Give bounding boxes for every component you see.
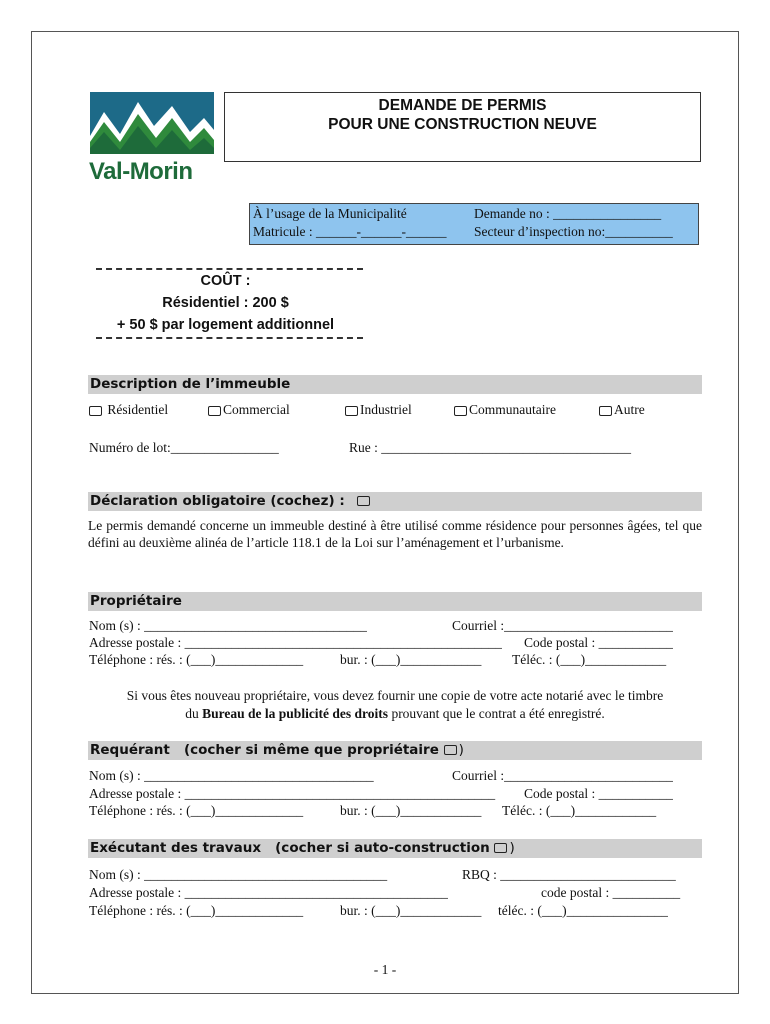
owner-telec-field[interactable]: Téléc. : (___)____________ [512,652,667,667]
option-communautaire[interactable]: Communautaire [454,402,556,418]
owner-code-postal-field[interactable]: Code postal : ___________ [524,635,673,650]
cost-top-border [96,268,363,270]
executant-telephone-field[interactable]: Téléphone : rés. : (___)_____________ [89,903,304,918]
option-autre[interactable]: Autre [599,402,645,418]
checkbox-icon[interactable] [89,406,102,416]
title-line-2: POUR UNE CONSTRUCTION NEUVE [328,116,597,133]
section-declaration [88,492,702,511]
secteur-field[interactable]: Secteur d’inspection no:__________ [474,224,673,239]
checkbox-icon[interactable] [208,406,221,416]
bureau-publicite-bold: Bureau de la publicité des droits [202,706,389,721]
option-industriel[interactable]: Industriel [345,402,412,418]
title-line-1: DEMANDE DE PERMIS [378,97,547,114]
cost-residential: Résidentiel : 200 $ [162,295,289,311]
declaration-heading: Déclaration obligatoire (cochez) : [90,493,345,509]
section-requerant: Requérant (cocher si même que propriétaire ) [88,741,702,760]
executant-adresse-field[interactable]: Adresse postale : _______________________________________ [89,885,448,900]
executant-bur-field[interactable]: bur. : (___)____________ [340,903,482,918]
owner-courriel-field[interactable]: Courriel :_________________________ [452,618,673,633]
option-residentiel[interactable]: Résidentiel [89,402,168,418]
executant-code-postal-field[interactable]: code postal : __________ [541,885,681,900]
demande-no-field[interactable]: Demande no : ________________ [474,206,662,221]
owner-bur-field[interactable]: bur. : (___)____________ [340,652,482,667]
owner-nom-field[interactable]: Nom (s) : _________________________________ [89,618,367,633]
title-box [224,92,701,162]
lot-field[interactable]: Numéro de lot:________________ [89,440,279,455]
municipality-box [249,203,699,245]
section-executant: Exécutant des travaux (cocher si auto-construction ) [88,839,702,858]
cost-label: COÛT : [200,273,251,289]
checkbox-icon[interactable] [345,406,358,416]
requerant-adresse-field[interactable]: Adresse postale : ______________________________________________ [89,786,496,801]
option-commercial[interactable]: Commercial [208,402,290,418]
checkbox-icon[interactable] [454,406,467,416]
requerant-heading-note: (cocher si même que propriétaire [183,742,439,758]
section-owner [88,592,702,611]
cost-bottom-border [96,337,363,339]
cost-block [88,264,363,342]
section-description [88,375,702,394]
requerant-telephone-field[interactable]: Téléphone : rés. : (___)_____________ [89,803,304,818]
requerant-checkbox[interactable] [444,745,457,755]
executant-rbq-field[interactable]: RBQ : __________________________ [462,867,676,882]
executant-checkbox[interactable] [494,843,507,853]
executant-nom-field[interactable]: Nom (s) : ____________________________________ [89,867,388,882]
executant-heading: Exécutant des travaux [90,840,262,856]
owner-notice-line-2: du Bureau de la publicité des droits prouvant que le contrat a été enregistré. [185,706,605,721]
page-number: - 1 - [373,962,397,977]
executant-heading-note: (cocher si auto-construction [275,840,490,856]
owner-adresse-field[interactable]: Adresse postale : _______________________________________________ [89,635,502,650]
executant-telec-field[interactable]: téléc. : (___)_______________ [498,903,668,918]
cost-additional: + 50 $ par logement additionnel [116,317,335,333]
owner-telephone-field[interactable]: Téléphone : rés. : (___)_____________ [89,652,304,667]
requerant-code-postal-field[interactable]: Code postal : ___________ [524,786,673,801]
checkbox-icon[interactable] [599,406,612,416]
declaration-checkbox[interactable] [357,496,370,506]
matricule-field[interactable]: Matricule : ______-______-______ [253,224,447,239]
owner-heading: Propriétaire [90,593,182,609]
logo-name: Val-Morin [89,158,193,185]
rue-field[interactable]: Rue : _____________________________________ [349,440,631,455]
owner-notice [88,687,702,723]
municipality-usage: À l’usage de la Municipalité [253,206,407,221]
requerant-courriel-field[interactable]: Courriel :_________________________ [452,768,673,783]
owner-notice-line-1: Si vous êtes nouveau propriétaire, vous devez fournir une copie de votre acte notarié avec le timbre [126,688,664,703]
requerant-bur-field[interactable]: bur. : (___)____________ [340,803,482,818]
description-heading: Description de l’immeuble [90,376,291,392]
declaration-text: Le permis demandé concerne un immeuble destiné à être utilisé comme résidence pour personnes âgées, tel que défini au deuxième alinéa de l’article 118.1 de la Loi sur l’aménagement et l’urbanisme. [88,518,702,550]
requerant-heading: Requérant [90,742,170,758]
requerant-telec-field[interactable]: Téléc. : (___)____________ [502,803,657,818]
requerant-nom-field[interactable]: Nom (s) : __________________________________ [89,768,374,783]
